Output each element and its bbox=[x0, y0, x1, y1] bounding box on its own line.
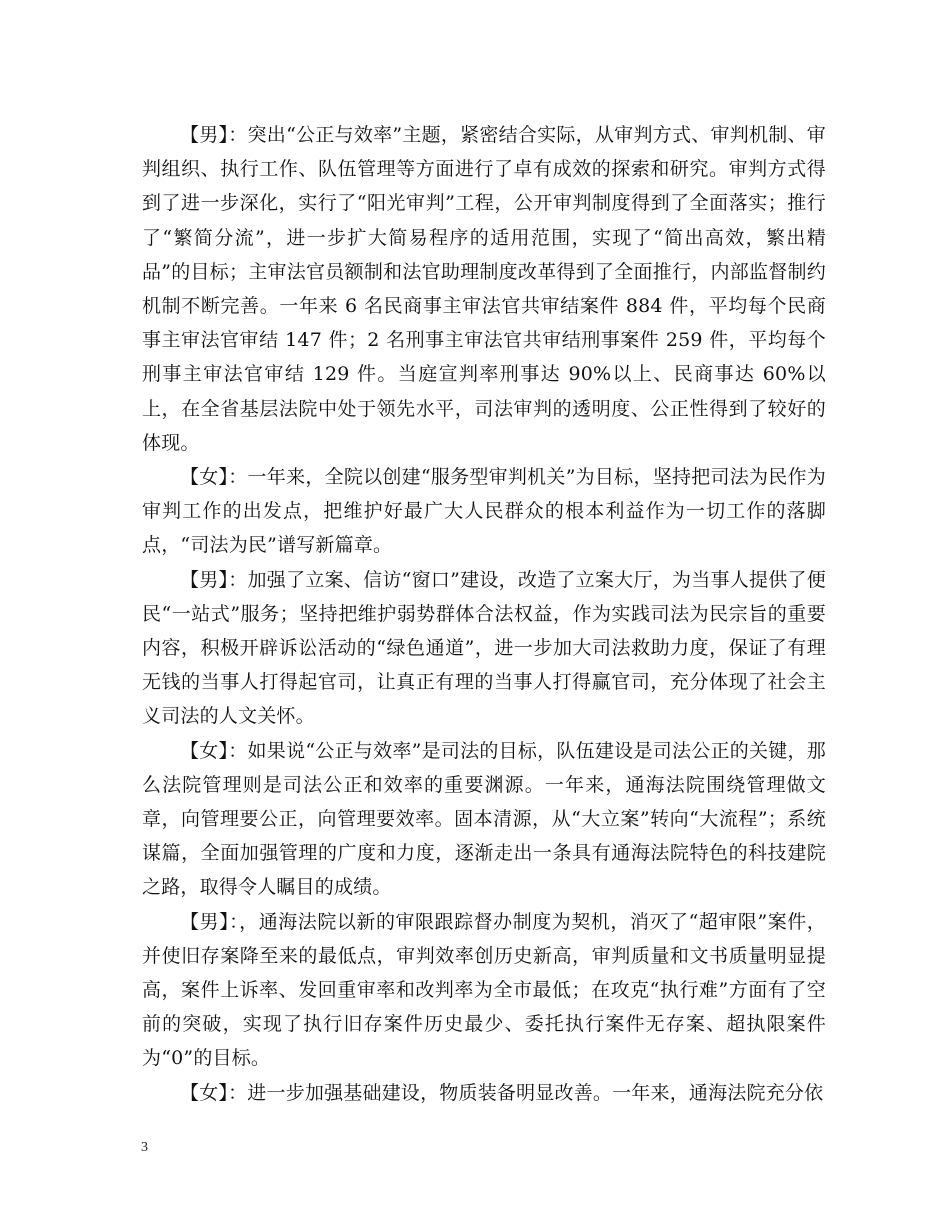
paragraph-female-3: 【女】：进一步加强基础建设，物质装备明显改善。一年来，通海法院充分依 bbox=[180, 1081, 824, 1104]
paragraph-female-1: 【女】：一年来，全院以创建“服务型审判机关”为目标，坚持把司法为民作为审判工作的出发点，把维护好最广大人民群众的根本利益作为一切工作的落脚点，“司法为民”谱写新篇章。 bbox=[142, 466, 826, 557]
paragraph-female-2: 【女】：如果说“公正与效率”是司法的目标，队伍建设是司法公正的关键，那么法院管理则是司法公正和效率的重要渊源。一年来，通海法院围绕管理做文章，向管理要公正，向管理要效率。固本清源，从“大立案”转向“大流程”；系统谋篇，全面加强管理的广度和力度，逐渐走出一条具有通海法院特色的科技建院之路，取得令人瞩目的成绩。 bbox=[142, 739, 826, 899]
paragraph-male-2: 【男】：加强了立案、信访“窗口”建设，改造了立案大厅，为当事人提供了便民“一站式”服务；坚持把维护弱势群体合法权益，作为实践司法为民宗旨的重要内容，积极开辟诉讼活动的“绿色通道”，进一步加大司法救助力度，保证了有理无钱的当事人打得起官司，让真正有理的当事人打得赢官司，充分体现了社会主义司法的人文关怀。 bbox=[142, 568, 826, 728]
document-body bbox=[142, 118, 826, 1110]
paragraph-male-1: 【男】：突出“公正与效率”主题，紧密结合实际，从审判方式、审判机制、审判组织、执行工作、队伍管理等方面进行了卓有成效的探索和研究。审判方式得到了进一步深化，实行了“阳光审判”工程，公开审判制度得到了全面落实；推行了“繁简分流”，进一步扩大简易程序的适用范围，实现了“简出高效，繁出精品”的目标；主审法官员额制和法官助理制度改革得到了全面推行，内部监督制约机制不断完善。一年来 6 名民商事主审法官共审结案件 884 件，平均每个民商事主审法官审结 147 件；2 名刑事主审法官共审结刑事案件 259 件，平均每个刑事主审法官审结 129 件。当庭宣判率刑事达 90%以上、民商事达 60%以上，在全省基层法院中处于领先水平，司法审判的透明度、公正性得到了较好的体现。 bbox=[142, 124, 826, 454]
paragraph-male-3: 【男】：，通海法院以新的审限跟踪督办制度为契机，消灭了“超审限”案件，并使旧存案降至来的最低点，审判效率创历史新高，审判质量和文书质量明显提高，案件上诉率、发回重审率和改判率为全市最低；在攻克“执行难”方面有了空前的突破，实现了执行旧存案件历史最少、委托执行案件无存案、超执限案件为“0”的目标。 bbox=[142, 910, 826, 1070]
page-number: 3 bbox=[141, 1140, 148, 1155]
